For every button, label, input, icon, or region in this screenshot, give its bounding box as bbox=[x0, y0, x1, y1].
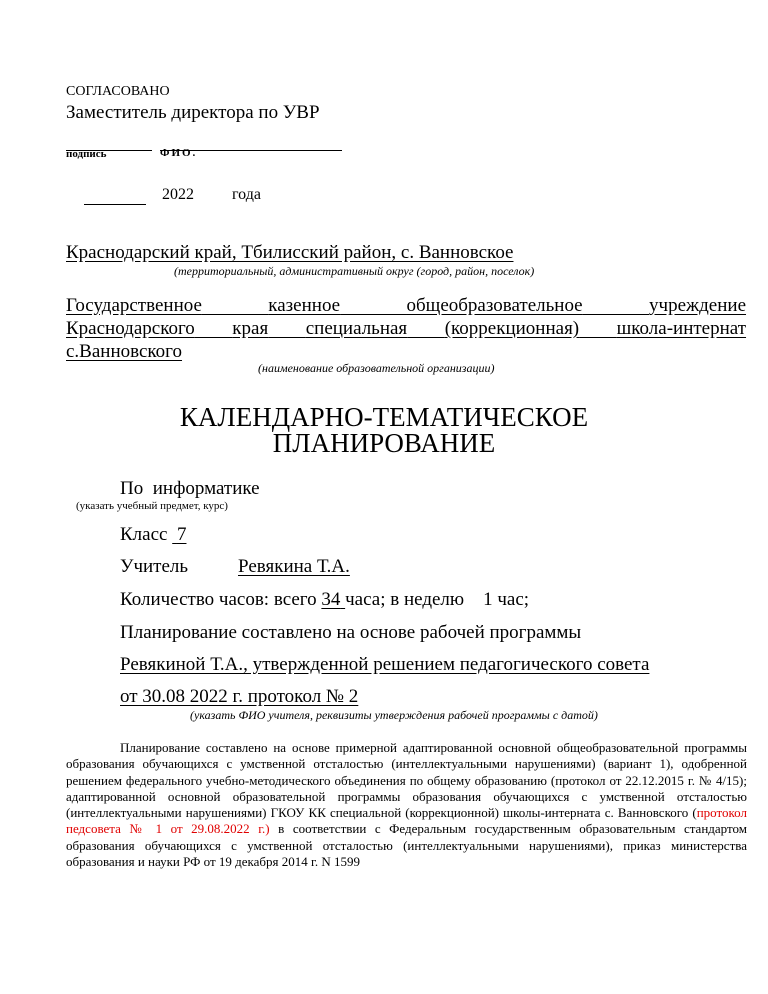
location-caption: (территориальный, административный округ (город, район, поселок) bbox=[174, 264, 535, 278]
basis-paragraph bbox=[66, 740, 747, 870]
org-word: казенное bbox=[268, 295, 341, 316]
hours-total: 34 bbox=[321, 589, 341, 610]
org-word: специальная bbox=[305, 318, 408, 339]
signature-label: подпись bbox=[66, 148, 107, 160]
location: Краснодарский край, Тбилисский район, с. Ванновское bbox=[66, 242, 514, 263]
hours-middle: часа; в неделю bbox=[345, 589, 465, 610]
hours-row bbox=[120, 589, 529, 611]
class-row bbox=[120, 524, 186, 546]
subject-caption: (указать учебный предмет, курс) bbox=[76, 500, 228, 512]
org-word: Государственное bbox=[66, 295, 202, 316]
org-word: общеобразовательное bbox=[406, 295, 583, 316]
paragraph-text-2: в соответствии с Федеральным государственным образовательным стандартом образования обучающихся с умственной отсталостью (интеллектуальными нарушениями), приказ министерства образования и науки РФ от 19 декабря 2014 г. N 1599 bbox=[66, 821, 747, 870]
document-title-line-1: КАЛЕНДАРНО-ТЕМАТИЧЕСКОЕ bbox=[179, 402, 589, 432]
organization-line-2 bbox=[66, 318, 746, 340]
date-line bbox=[84, 204, 146, 205]
organization-line-3: с.Ванновского bbox=[66, 341, 183, 362]
agreed-label: СОГЛАСОВАНО bbox=[66, 84, 170, 99]
approval-year: 2022 bbox=[162, 186, 194, 203]
hours-weekly: 1 час; bbox=[483, 589, 530, 610]
basis-line-1: Планирование составлено на основе рабочей программы bbox=[120, 622, 582, 643]
teacher-name: Ревякина Т.А. bbox=[238, 556, 350, 577]
subject-row bbox=[120, 478, 260, 500]
org-word: края bbox=[232, 318, 269, 339]
class-label: Класс bbox=[120, 524, 168, 545]
basis-line-2: Ревякиной Т.А., утвержденной решением педагогического совета bbox=[120, 654, 650, 675]
document-title-line-2: ПЛАНИРОВАНИЕ bbox=[272, 428, 496, 458]
subject-label: По bbox=[120, 478, 144, 499]
deputy-position: Заместитель директора по УВР bbox=[66, 102, 320, 123]
org-word: Краснодарского bbox=[66, 318, 195, 339]
fio-label: ФИО. bbox=[160, 147, 198, 159]
basis-line-3: от 30.08 2022 г. протокол № 2 bbox=[120, 686, 359, 707]
subject-value: информатике bbox=[152, 478, 260, 499]
teacher-label: Учитель bbox=[120, 556, 189, 577]
paragraph-highlight: протокол педсовета № 1 от 29.08.2022 г.) bbox=[66, 805, 747, 837]
org-word: учреждение bbox=[649, 295, 747, 316]
hours-prefix: Количество часов: всего bbox=[120, 589, 317, 610]
organization-line-1 bbox=[66, 295, 746, 317]
year-word: года bbox=[232, 186, 261, 203]
organization-caption: (наименование образовательной организации) bbox=[258, 361, 495, 375]
basis-caption: (указать ФИО учителя, реквизиты утверждения рабочей программы с датой) bbox=[190, 708, 598, 722]
paragraph-text-1: Планирование составлено на основе примерной адаптированной основной общеобразовательной программы образования обучающихся с умственной отсталостью (интеллектуальными нарушениями) (вариант 1), одобренной решением федерального учебно-методического объединения по общему образованию (протокол от 22.12.2015 г. № 4/15); адаптированной основной образовательной программы образования обучающихся с умственной отсталостью (интеллектуальными нарушениями) ГКОУ КК специальной (коррекционной) школы-интерната с. Ванновского ( bbox=[66, 740, 747, 821]
org-word: (коррекционная) bbox=[444, 318, 580, 339]
org-word: школа-интернат bbox=[616, 318, 747, 339]
class-value: 7 bbox=[176, 524, 187, 545]
